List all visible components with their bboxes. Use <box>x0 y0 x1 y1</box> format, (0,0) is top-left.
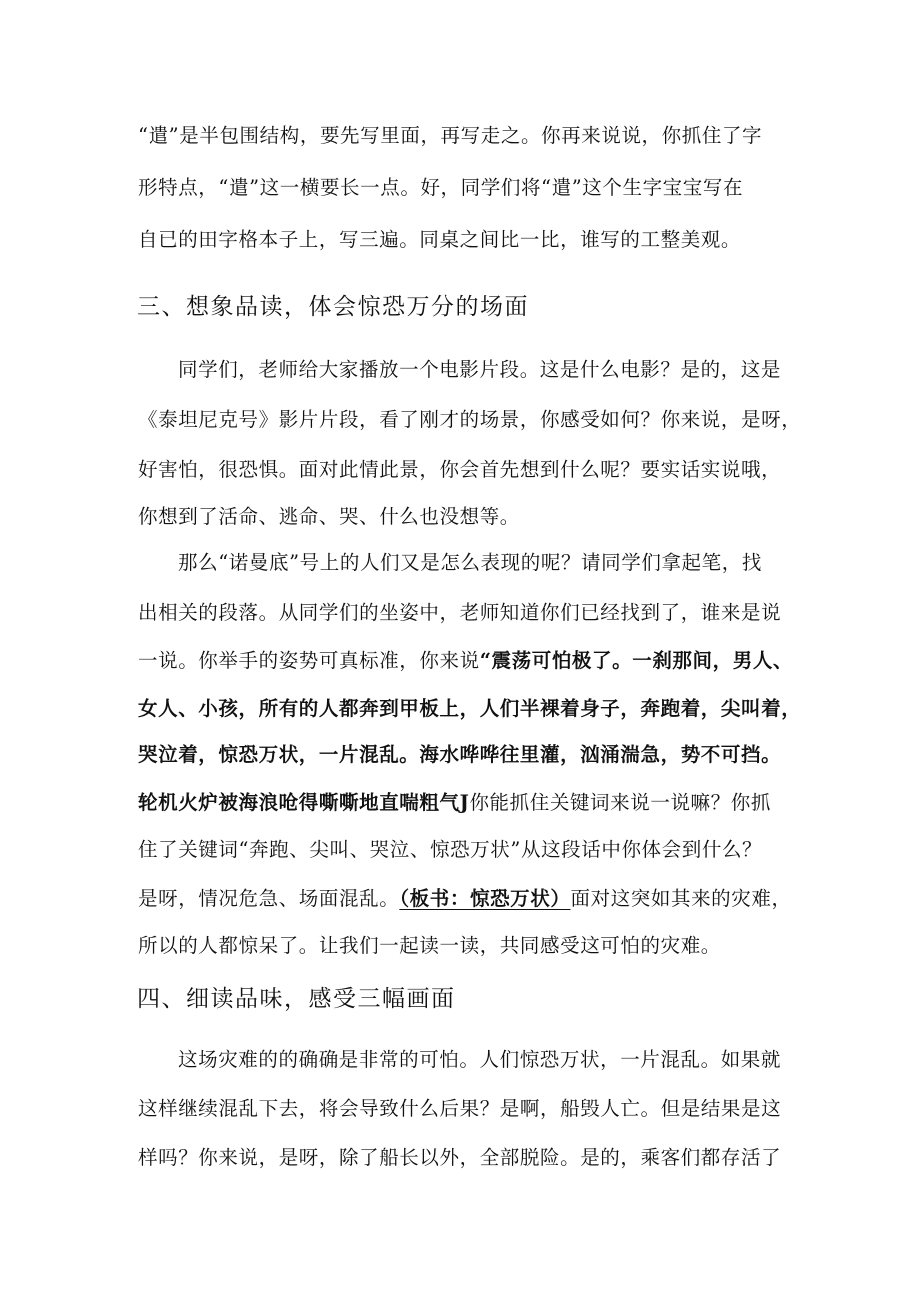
quoted-passage-start: “震荡可怕极了。一刹那间，男人、 <box>479 649 794 672</box>
paragraph-2-line-4: 你想到了活命、逃命、哭、什么也没想等。 <box>138 505 520 528</box>
paragraph-3-line-8-text: 是呀，情况危急、场面混乱。 <box>138 887 400 910</box>
paragraph-3-line-2: 出相关的段落。从同学们的坐姿中，老师知道你们已经找到了，谁来是说 <box>138 601 782 624</box>
paragraph-1-line-3: 自已的田字格本子上，写三遍。同桌之间比一比，谁写的工整美观。 <box>138 228 742 251</box>
blackboard-note: （板书：惊恐万状） <box>399 887 571 910</box>
paragraph-1-line-1: “遣”是半包围结构，要先写里面，再写走之。你再来说说，你抓住了字 <box>138 124 763 147</box>
paragraph-4-line-1: 这场灾难的的确确是非常的可怕。人们惊恐万状，一片混乱。如果就 <box>178 1048 782 1071</box>
paragraph-4-line-2: 这样继续混乱下去，将会导致什么后果？是啊，船毁人亡。但是结果是这 <box>138 1097 782 1120</box>
section-heading-4: 四、细读品味，感受三幅画面 <box>137 986 456 1012</box>
paragraph-3-line-7: 住了关键词“奔跑、尖叫、哭泣、惊恐万状”从这段话中你体会到什么？ <box>138 838 763 861</box>
quoted-passage-end: 轮机火炉被海浪呛得嘶嘶地直喘粗气J <box>138 791 470 814</box>
paragraph-3-line-1: 那么“诺曼底”号上的人们又是怎么表现的呢？请同学们拿起笔，找 <box>178 551 762 574</box>
paragraph-3-line-3 <box>138 647 798 675</box>
paragraph-2-line-2: 《泰坦尼克号》影片片段，看了刚才的场景，你感受如何？你来说，是呀， <box>138 408 802 431</box>
paragraph-3-line-9: 所以的人都惊呆了。让我们一起读一读，共同感受这可怕的灾难。 <box>138 934 721 957</box>
paragraph-3-line-8 <box>138 885 798 913</box>
paragraph-2-line-3: 好害怕，很恐惧。面对此情此景，你会首先想到什么呢？要实话实说哦， <box>138 458 782 481</box>
paragraph-3-line-3-text: 一说。你举手的姿势可真标准，你来说 <box>138 649 480 672</box>
section-heading-3: 三、想象品读，体会惊恐万分的场面 <box>137 294 529 320</box>
quoted-passage-line-3: 哭泣着，惊恐万状，一片混乱。海水哗哗往里灌，汹涌湍急，势不可挡。 <box>138 743 782 766</box>
quoted-passage-line-2: 女人、小孩，所有的人都奔到甲板上，人们半裸着身子，奔跑着，尖叫着， <box>138 697 802 720</box>
paragraph-2-line-1: 同学们，老师给大家播放一个电影片段。这是什么电影？是的，这是 <box>178 358 782 381</box>
paragraph-1-line-2: 形特点，“遣”这一横要长一点。好，同学们将“遣”这个生字宝宝写在 <box>138 176 744 199</box>
paragraph-3-line-6-text: 你能抓住关键词来说一说嘛？你抓 <box>469 791 771 814</box>
paragraph-3-line-6 <box>138 789 798 817</box>
paragraph-4-line-3: 样吗？你来说，是呀，除了船长以外，全部脱险。是的，乘客们都存活了 <box>138 1146 782 1169</box>
paragraph-3-line-8-rest: 面对这突如其来的灾难， <box>570 887 792 910</box>
